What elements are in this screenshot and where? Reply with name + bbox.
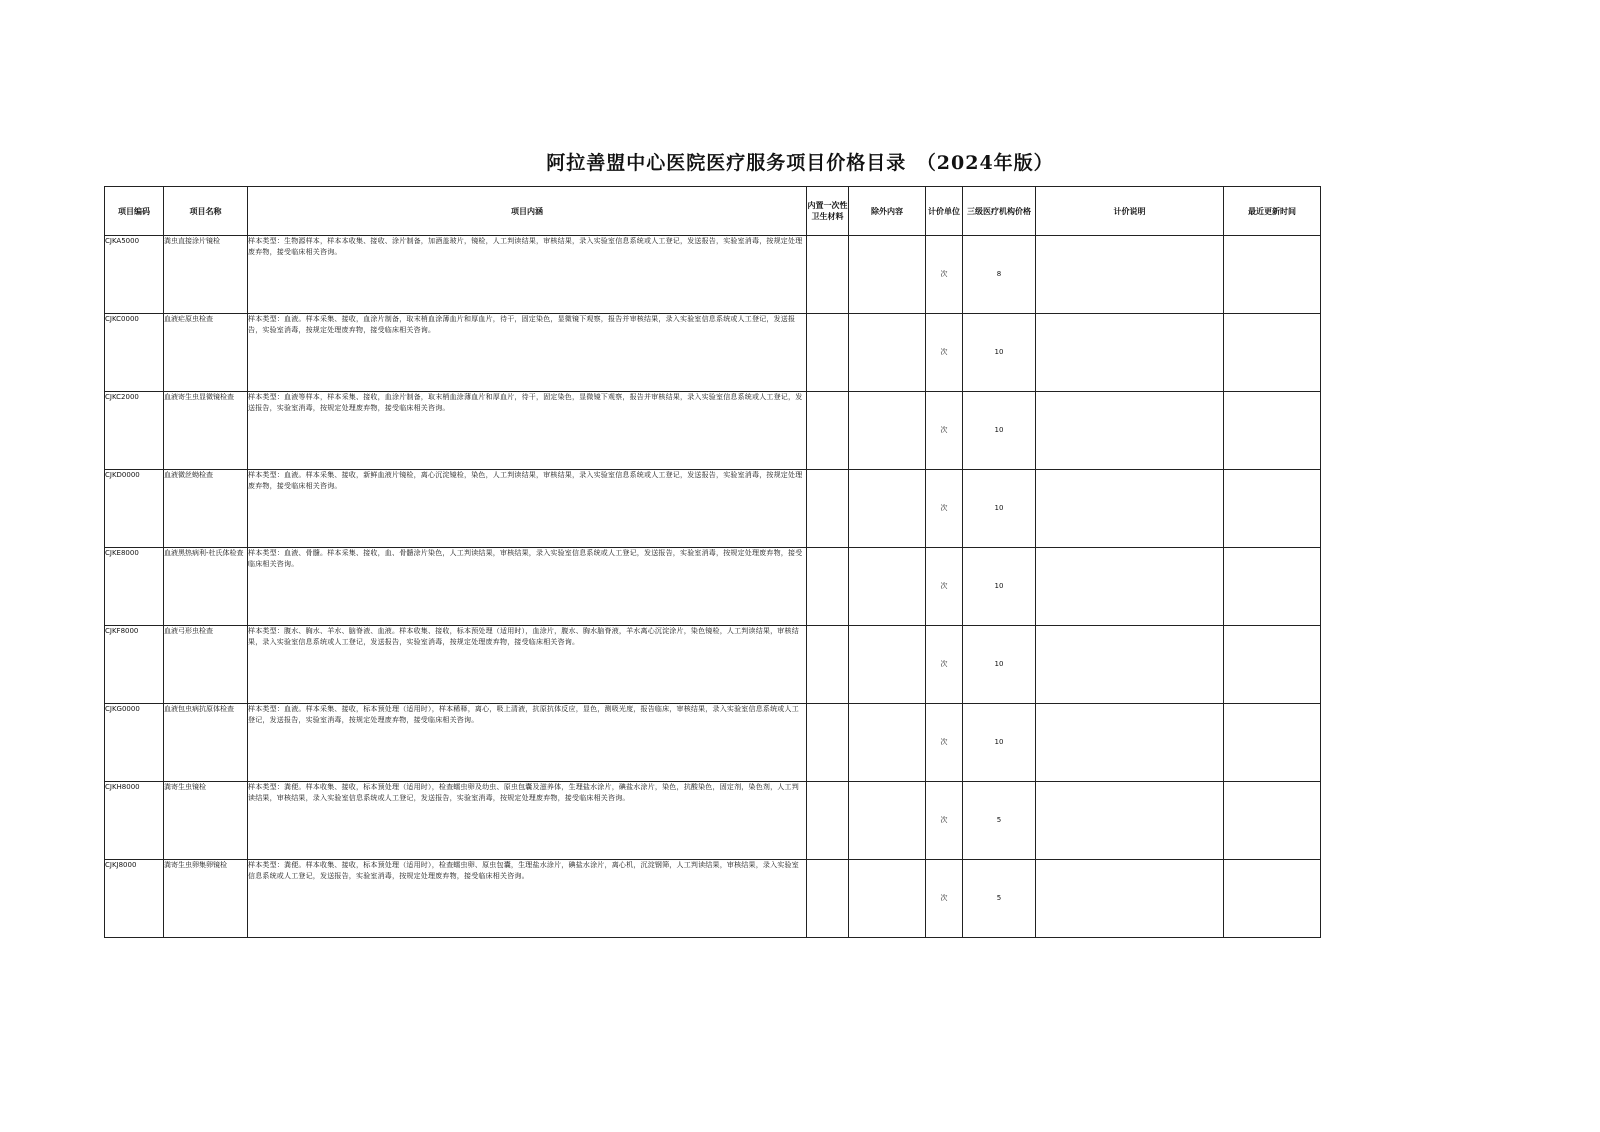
cell-exclusion <box>849 236 926 314</box>
cell-name: 血液疟原虫检查 <box>164 314 248 392</box>
table-row <box>105 314 1321 392</box>
cell-exclusion <box>849 392 926 470</box>
cell-price: 10 <box>963 314 1036 392</box>
cell-code: CJKF8000 <box>105 626 164 704</box>
cell-consumable <box>807 626 849 704</box>
cell-price: 5 <box>963 782 1036 860</box>
header-updated: 最近更新时间 <box>1224 187 1321 236</box>
table-row <box>105 236 1321 314</box>
cell-exclusion <box>849 782 926 860</box>
cell-consumable <box>807 470 849 548</box>
cell-name: 血液弓形虫检查 <box>164 626 248 704</box>
cell-consumable <box>807 314 849 392</box>
cell-note <box>1036 392 1224 470</box>
cell-content: 样本类型：腹水、胸水、羊水、脑脊液、血液。样本收集、接收，标本预处理（适用时），血涂片，腹水、胸水脑脊液，羊水离心沉淀涂片，染色镜检，人工判读结果，审核结果，录入实验室信息系统或人工登记，发送报告，实验室消毒，按规定处理废弃物，接受临床相关咨询。 <box>248 626 807 704</box>
cell-code: CJKC0000 <box>105 314 164 392</box>
header-note: 计价说明 <box>1036 187 1224 236</box>
cell-code: CJKA5000 <box>105 236 164 314</box>
cell-consumable <box>807 236 849 314</box>
cell-content: 样本类型：血液、骨髓。样本采集、接收，血、骨髓涂片染色，人工判读结果，审核结果，录入实验室信息系统或人工登记，发送报告，实验室消毒，按规定处理废弃物，接受临床相关咨询。 <box>248 548 807 626</box>
cell-price: 5 <box>963 860 1036 938</box>
table-row <box>105 860 1321 938</box>
cell-consumable <box>807 782 849 860</box>
cell-exclusion <box>849 704 926 782</box>
cell-price: 10 <box>963 626 1036 704</box>
page-title: 阿拉善盟中心医院医疗服务项目价格目录 （2024年版） <box>546 152 1054 174</box>
cell-note <box>1036 782 1224 860</box>
header-code: 项目编码 <box>105 187 164 236</box>
cell-price: 10 <box>963 548 1036 626</box>
cell-content: 样本类型：血液。样本采集、接收，新鲜血液片镜检，离心沉淀镜检，染色，人工判读结果，审核结果，录入实验室信息系统或人工登记，发送报告，实验室消毒，按规定处理废弃物，接受临床相关咨询。 <box>248 470 807 548</box>
cell-code: CJKE8000 <box>105 548 164 626</box>
cell-consumable <box>807 860 849 938</box>
table-row <box>105 548 1321 626</box>
cell-updated <box>1224 548 1321 626</box>
cell-exclusion <box>849 860 926 938</box>
cell-price: 10 <box>963 704 1036 782</box>
cell-consumable <box>807 548 849 626</box>
header-unit: 计价单位 <box>926 187 963 236</box>
cell-updated <box>1224 470 1321 548</box>
cell-code: CJKJ8000 <box>105 860 164 938</box>
cell-code: CJKH8000 <box>105 782 164 860</box>
cell-updated <box>1224 236 1321 314</box>
cell-updated <box>1224 314 1321 392</box>
cell-content: 样本类型：粪便。样本收集、接收，标本预处理（适用时），检查蠕虫卵及幼虫、原虫包囊及滋养体，生理盐水涂片，碘盐水涂片，染色，抗酸染色，固定剂，染色剂，人工判读结果，审核结果，录入实验室信息系统或人工登记，发送报告，实验室消毒，按规定处理废弃物，接受临床相关咨询。 <box>248 782 807 860</box>
cell-price: 10 <box>963 392 1036 470</box>
cell-updated <box>1224 704 1321 782</box>
cell-updated <box>1224 392 1321 470</box>
cell-note <box>1036 314 1224 392</box>
cell-price: 8 <box>963 236 1036 314</box>
table-row <box>105 626 1321 704</box>
cell-exclusion <box>849 548 926 626</box>
cell-code: CJKC2000 <box>105 392 164 470</box>
table-row <box>105 704 1321 782</box>
cell-unit: 次 <box>926 626 963 704</box>
cell-note <box>1036 626 1224 704</box>
cell-name: 血液微丝蚴检查 <box>164 470 248 548</box>
cell-unit: 次 <box>926 470 963 548</box>
cell-note <box>1036 860 1224 938</box>
header-exclusion: 除外内容 <box>849 187 926 236</box>
header-content: 项目内涵 <box>248 187 807 236</box>
header-price: 三级医疗机构价格 <box>963 187 1036 236</box>
cell-content: 样本类型：血液。样本采集、接收，血涂片制备，取末梢血涂薄血片和厚血片，待干，固定染色，显微镜下观察，报告并审核结果，录入实验室信息系统或人工登记，发送报告，实验室消毒，按规定处理废弃物，接受临床相关咨询。 <box>248 314 807 392</box>
cell-content: 样本类型：血液。样本采集、接收，标本预处理（适用时），样本稀释，离心，吸上清液，抗原抗体反应，显色，测吸光度，报告临床，审核结果，录入实验室信息系统或人工登记，发送报告，实验室消毒，按规定处理废弃物，接受临床相关咨询。 <box>248 704 807 782</box>
cell-exclusion <box>849 626 926 704</box>
cell-unit: 次 <box>926 314 963 392</box>
header-row <box>105 187 1321 236</box>
cell-unit: 次 <box>926 236 963 314</box>
cell-unit: 次 <box>926 548 963 626</box>
cell-code: CJKD0000 <box>105 470 164 548</box>
cell-note <box>1036 236 1224 314</box>
header-name: 项目名称 <box>164 187 248 236</box>
cell-consumable <box>807 392 849 470</box>
cell-name: 血液寄生虫显微镜检查 <box>164 392 248 470</box>
cell-unit: 次 <box>926 392 963 470</box>
cell-note <box>1036 704 1224 782</box>
cell-unit: 次 <box>926 782 963 860</box>
cell-updated <box>1224 626 1321 704</box>
cell-name: 血液黑热病利-杜氏体检查 <box>164 548 248 626</box>
cell-updated <box>1224 782 1321 860</box>
cell-content: 样本类型：生物源样本，样本本收集、接收、涂片制备，加酒盖玻片，镜检，人工判读结果，审核结果，录入实验室信息系统或人工登记，发送报告，实验室消毒，按规定处理废弃物，接受临床相关咨询。 <box>248 236 807 314</box>
header-consumable: 内置一次性卫生材料 <box>807 187 849 236</box>
cell-exclusion <box>849 470 926 548</box>
table-row <box>105 470 1321 548</box>
cell-consumable <box>807 704 849 782</box>
cell-exclusion <box>849 314 926 392</box>
cell-unit: 次 <box>926 704 963 782</box>
table-row <box>105 392 1321 470</box>
cell-name: 粪虫直接涂片镜检 <box>164 236 248 314</box>
cell-content: 样本类型：血液等样本，样本采集、接收，血涂片制备，取末梢血涂薄血片和厚血片，待干，固定染色，显微镜下观察，报告并审核结果，录入实验室信息系统或人工登记，发送报告，实验室消毒，按规定处理废弃物，接受临床相关咨询。 <box>248 392 807 470</box>
cell-unit: 次 <box>926 860 963 938</box>
cell-content: 样本类型：粪便。样本收集、接收，标本预处理（适用时），检查蠕虫卵、原虫包囊，生理盐水涂片，碘盐水涂片，离心机，沉淀钢筛，人工判读结果，审核结果，录入实验室信息系统或人工登记，发送报告，实验室消毒，按规定处理废弃物，接受临床相关咨询。 <box>248 860 807 938</box>
cell-name: 血液包虫病抗原体检查 <box>164 704 248 782</box>
cell-name: 粪寄生虫镜检 <box>164 782 248 860</box>
table-row <box>105 782 1321 860</box>
cell-name: 粪寄生虫卵集卵镜检 <box>164 860 248 938</box>
cell-code: CJKG0000 <box>105 704 164 782</box>
cell-note <box>1036 470 1224 548</box>
cell-updated <box>1224 860 1321 938</box>
cell-price: 10 <box>963 470 1036 548</box>
cell-note <box>1036 548 1224 626</box>
price-table <box>104 186 1321 938</box>
